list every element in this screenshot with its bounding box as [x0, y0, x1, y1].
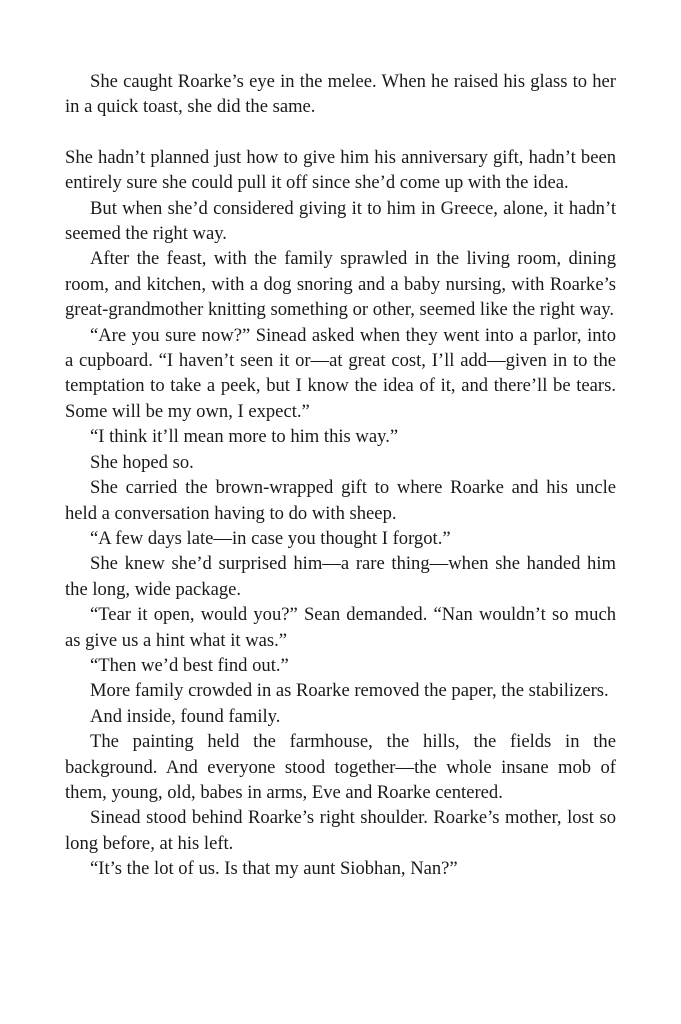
book-page	[65, 69, 616, 882]
paragraph: Sinead stood behind Roarke’s right shoulder. Roarke’s mother, lost so long before, at his left.	[65, 807, 616, 854]
paragraph: After the feast, with the family sprawled in the living room, dining room, and kitchen, with a dog snoring and a baby nursing, with Roarke’s great-grandmother knitting something or other, seemed like the right way.	[65, 248, 616, 321]
paragraph: “I think it’ll mean more to him this way.”	[90, 426, 399, 448]
paragraph: “Then we’d best find out.”	[90, 654, 289, 676]
paragraph: More family crowded in as Roarke removed the paper, the stabilizers.	[90, 680, 609, 702]
paragraph: But when she’d considered giving it to him in Greece, alone, it hadn’t seemed the right way.	[65, 197, 616, 245]
paragraph: “It’s the lot of us. Is that my aunt Siobhan, Nan?”	[90, 858, 458, 880]
paragraph: She hadn’t planned just how to give him his anniversary gift, hadn’t been entirely sure she could pull it off since she’d come up with the idea.	[65, 146, 616, 194]
paragraph: “Are you sure now?” Sinead asked when they went into a parlor, into a cupboard. “I haven’t seen it or—at great cost, I’ll add—given in to the temptation to take a peek, but I know the idea of it, and there’ll be tears. Some will be my own, I expect.”	[65, 324, 616, 422]
paragraph: She carried the brown-wrapped gift to where Roarke and his uncle held a conversation having to do with sheep.	[65, 477, 616, 524]
paragraph: She knew she’d surprised him—a rare thing—when she handed him the long, wide package.	[65, 553, 616, 600]
paragraph: She caught Roarke’s eye in the melee. When he raised his glass to her in a quick toast, she did the same.	[65, 71, 616, 118]
paragraph: “Tear it open, would you?” Sean demanded. “Nan wouldn’t so much as give us a hint what it was.”	[65, 604, 616, 651]
paragraph: And inside, found family.	[90, 705, 281, 727]
scene-section-2	[65, 145, 616, 882]
paragraph: She hoped so.	[90, 451, 194, 473]
paragraph: The painting held the farmhouse, the hills, the fields in the background. And everyone stood together—the whole insane mob of them, young, old, babes in arms, Eve and Roarke centered.	[65, 731, 616, 803]
scene-section-1	[65, 69, 616, 120]
paragraph: “A few days late—in case you thought I forgot.”	[90, 527, 451, 549]
